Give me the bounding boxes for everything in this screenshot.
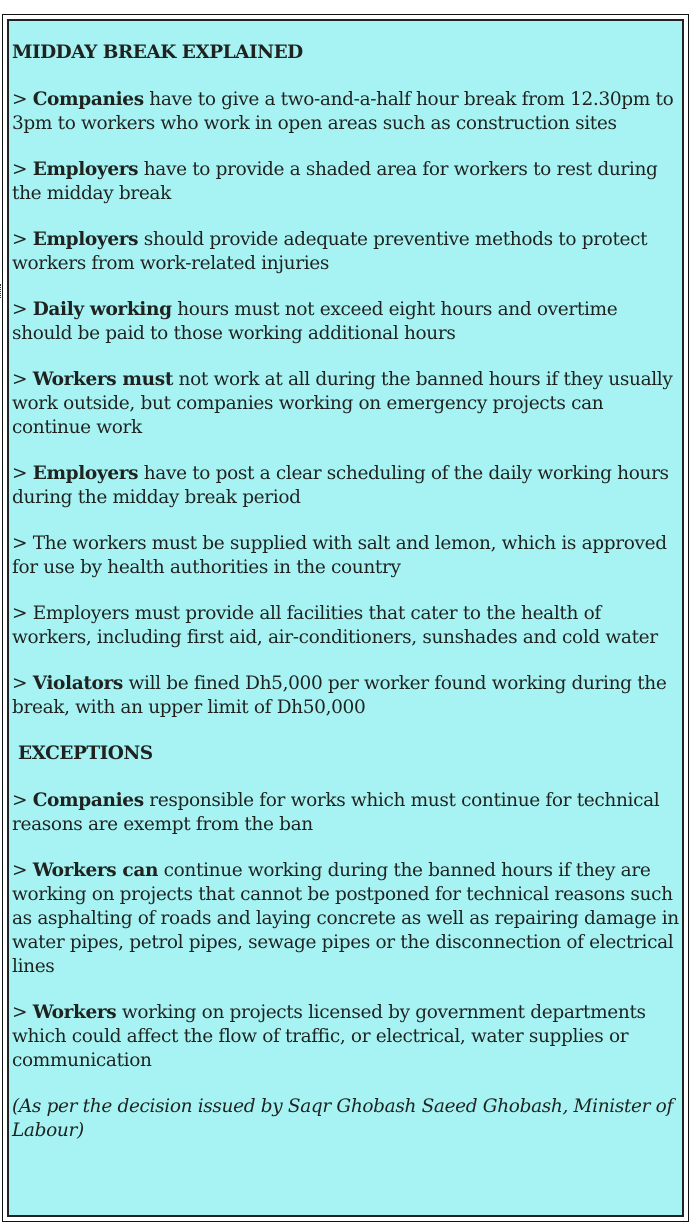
item-prefix: > [12,299,33,320]
item-text: have to give a two-and-a-half hour break from 12.30pm to 3pm to workers who work in open areas such as construction sites [12,89,674,134]
rule-item [12,602,680,650]
item-lead: Employers [32,229,139,250]
item-prefix: > [12,1002,33,1023]
item-lead: Daily working [32,299,172,320]
item-prefix: > [12,463,33,484]
item-prefix: > [12,860,33,881]
rule-item [12,88,680,136]
rule-item [12,228,680,276]
item-lead: Employers [32,159,139,180]
item-lead: Companies [32,89,144,110]
rule-item [12,532,680,580]
rule-item [12,298,680,346]
info-box-content [9,21,682,1143]
item-text: responsible for works which must continue for technical reasons are exempt from the ban [12,790,660,835]
rule-item [12,462,680,510]
item-text: continue working during the banned hours if they are working on projects that cannot be postponed for technical reasons such as asphalting of roads and laying concrete as well as repairing damage in water pipes, petrol pipes, sewage pipes or the disconnection of electrical lines [12,860,679,977]
item-text: working on projects licensed by government departments which could affect the flow of traffic, or electrical, water supplies or communication [12,1002,646,1071]
item-prefix: > [12,229,33,250]
item-lead: Companies [32,790,144,811]
midday-break-info-box [7,19,684,1217]
rules-list [12,88,680,720]
rule-item [12,158,680,206]
item-lead: Employers [32,463,139,484]
item-prefix: > [12,533,33,554]
exceptions-title: EXCEPTIONS [18,743,153,764]
item-prefix: > [12,673,33,694]
item-text: have to provide a shaded area for workers to rest during the midday break [12,159,658,204]
item-lead: Workers [32,1002,117,1023]
box-title: MIDDAY BREAK EXPLAINED [12,42,303,63]
item-text: should provide adequate preventive methods to protect workers from work-related injuries [12,229,648,274]
exceptions-list [12,789,680,1073]
item-text: The workers must be supplied with salt and lemon, which is approved for use by health authorities in the country [12,533,667,578]
item-prefix: > [12,159,33,180]
item-text: Employers must provide all facilities that cater to the health of workers, including first aid, air-conditioners, sunshades and cold water [12,603,658,648]
exception-item [12,859,680,979]
item-lead: Workers can [32,860,159,881]
item-text: not work at all during the banned hours if they usually work outside, but companies working on emergency projects can continue work [12,369,673,438]
item-text: hours must not exceed eight hours and overtime should be paid to those working additional hours [12,299,618,344]
item-text: have to post a clear scheduling of the daily working hours during the midday break period [12,463,669,508]
rule-item [12,368,680,440]
exception-item [12,789,680,837]
item-lead: Violators [32,673,123,694]
exception-item [12,1001,680,1073]
item-text: will be fined Dh5,000 per worker found working during the break, with an upper limit of Dh50,000 [12,673,667,718]
item-prefix: > [12,790,33,811]
rule-item [12,672,680,720]
item-prefix: > [12,603,33,624]
item-lead: Workers must [32,369,174,390]
citation: (As per the decision issued by Saqr Ghobash Saeed Ghobash, Minister of Labour) [12,1096,673,1141]
edge-mark [0,284,4,298]
item-prefix: > [12,369,33,390]
item-prefix: > [12,89,33,110]
